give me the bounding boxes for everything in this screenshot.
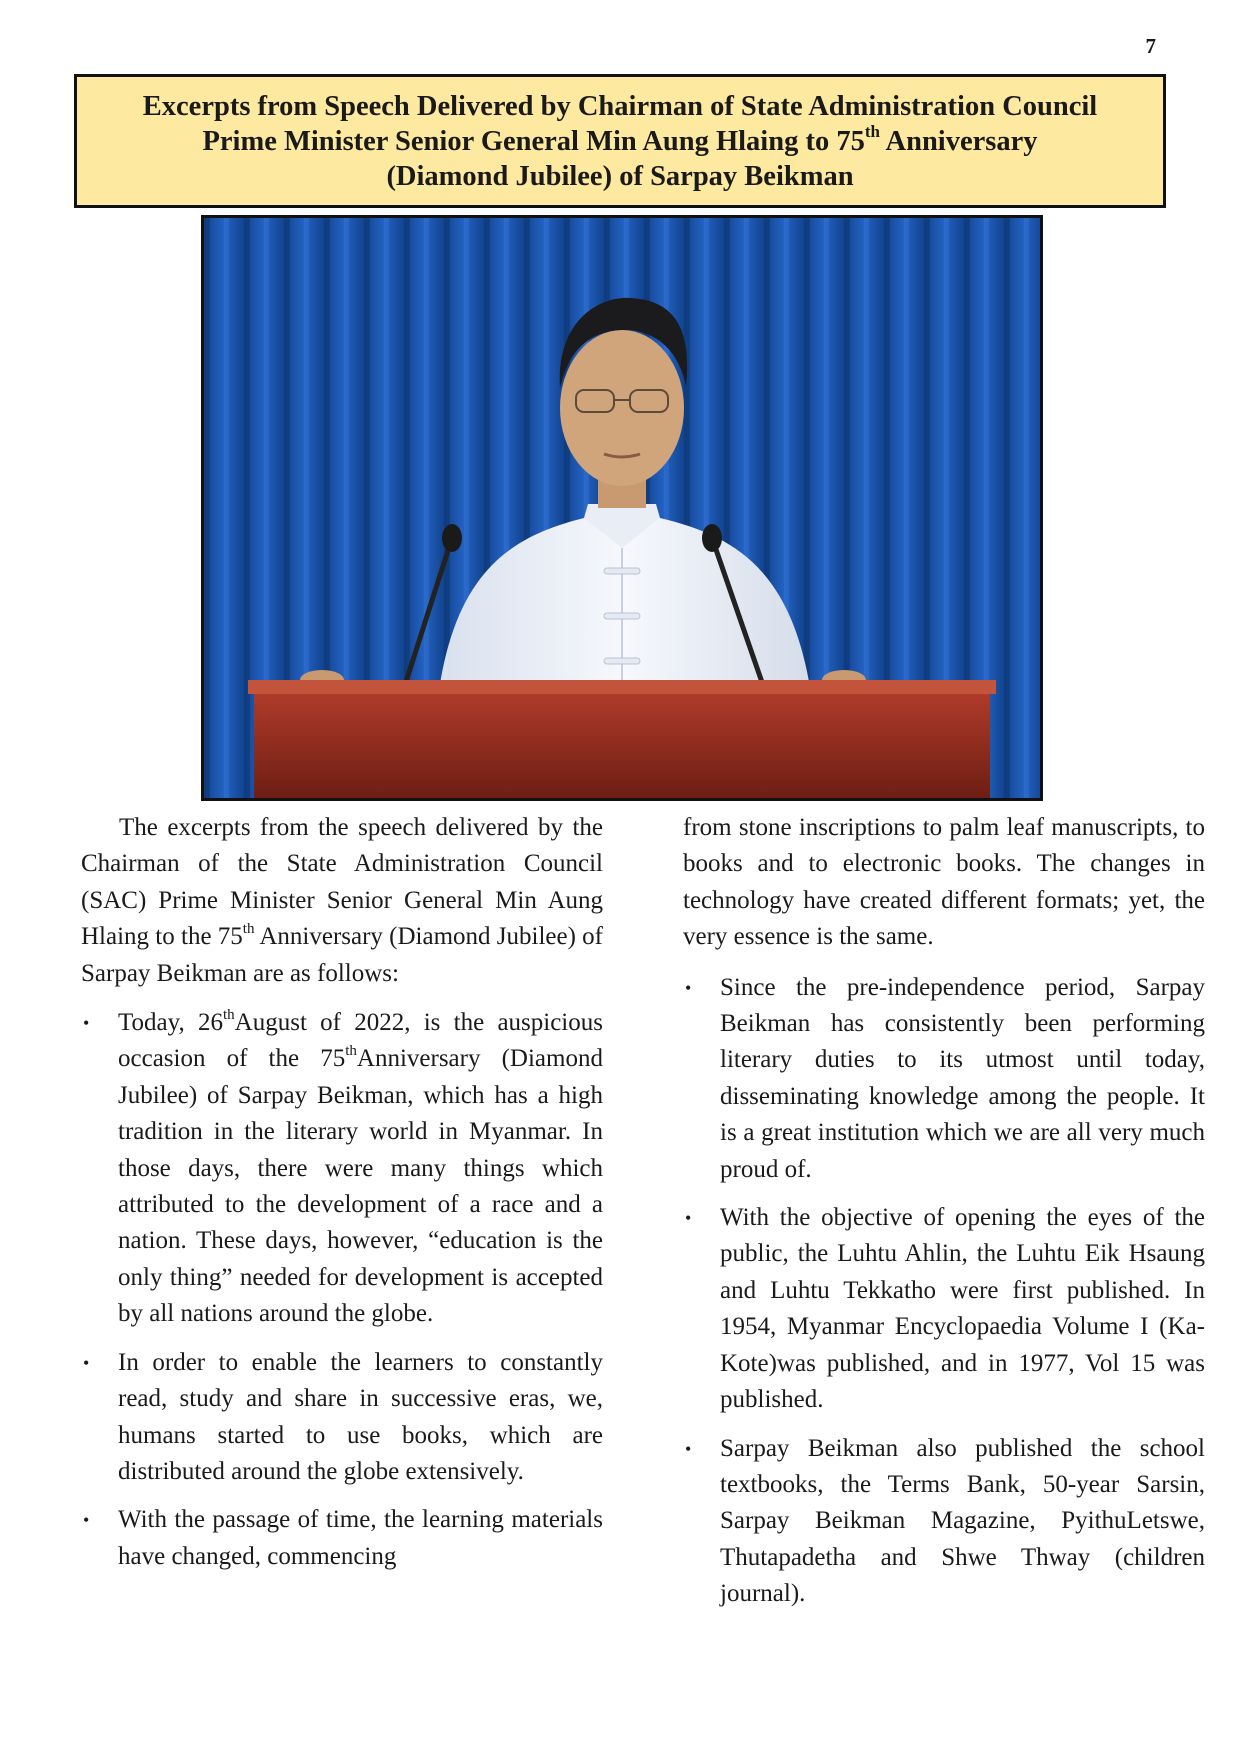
photo-illustration	[204, 218, 1040, 798]
bullet-icon: •	[685, 1438, 692, 1459]
bullet-list-left	[81, 1005, 603, 1575]
continued-paragraph: from stone inscriptions to palm leaf manuscripts, to books and to electronic books. The changes in technology have created different formats; yet, the very essence is the same.	[683, 814, 1205, 951]
right-text-column	[683, 810, 1205, 1625]
bullet-icon: •	[685, 1208, 692, 1229]
bullet-list-right	[683, 970, 1205, 1613]
list-item: • In order to enable the learners to constantly read, study and share in successive eras, we, humans started to use books, which are distributed around the globe extensively.	[81, 1345, 603, 1491]
bullet-icon: •	[685, 977, 692, 998]
list-item: • Sarpay Beikman also published the school textbooks, the Terms Bank, 50-year Sarsin, Sarpay Beikman Magazine, PyithuLetswe, Thutapadetha and Shwe Thway (children journal).	[683, 1431, 1205, 1613]
title-line-2: Prime Minister Senior General Min Aung Hlaing to 75th Anniversary	[202, 122, 1038, 157]
speaker-at-podium-photo	[201, 215, 1043, 801]
left-text-column	[81, 810, 603, 1587]
list-item: • With the passage of time, the learning materials have changed, commencing	[81, 1502, 603, 1575]
bullet-icon: •	[83, 1510, 90, 1531]
page-number: 7	[1145, 34, 1156, 58]
bullet-icon: •	[83, 1352, 90, 1373]
article-title-box	[74, 74, 1166, 208]
title-line-3: (Diamond Jubilee) of Sarpay Beikman	[386, 160, 854, 192]
list-item: • With the objective of opening the eyes of the public, the Luhtu Ahlin, the Luhtu Eik Hsaung and Luhtu Tekkatho were first published. In 1954, Myanmar Encyclopaedia Volume I (Ka-Kote)was published, and in 1977, Vol 15 was published.	[683, 1200, 1205, 1418]
title-line-1: Excerpts from Speech Delivered by Chairman of State Administration Council	[142, 90, 1098, 122]
list-item: • Today, 26thAugust of 2022, is the auspicious occasion of the 75thAnniversary (Diamond Jubilee) of Sarpay Beikman, which has a high tradition in the literary world in Myanmar. In those days, there were many things which attributed to the development of a race and a nation. These days, however, “education is the only thing” needed for development is accepted by all nations around the globe.	[83, 1006, 603, 1328]
bullet-icon: •	[83, 1013, 90, 1034]
list-item: • Since the pre-independence period, Sarpay Beikman has consistently been performing literary duties to its utmost until today, disseminating knowledge among the people. It is a great institution which we are all very much proud of.	[683, 970, 1205, 1188]
intro-paragraph: The excerpts from the speech delivered by the Chairman of the State Administration Council (SAC) Prime Minister Senior General Min Aung Hlaing to the 75th Anniversary (Diamond Jubilee) of Sarpay Beikman are as follows:	[81, 814, 604, 987]
